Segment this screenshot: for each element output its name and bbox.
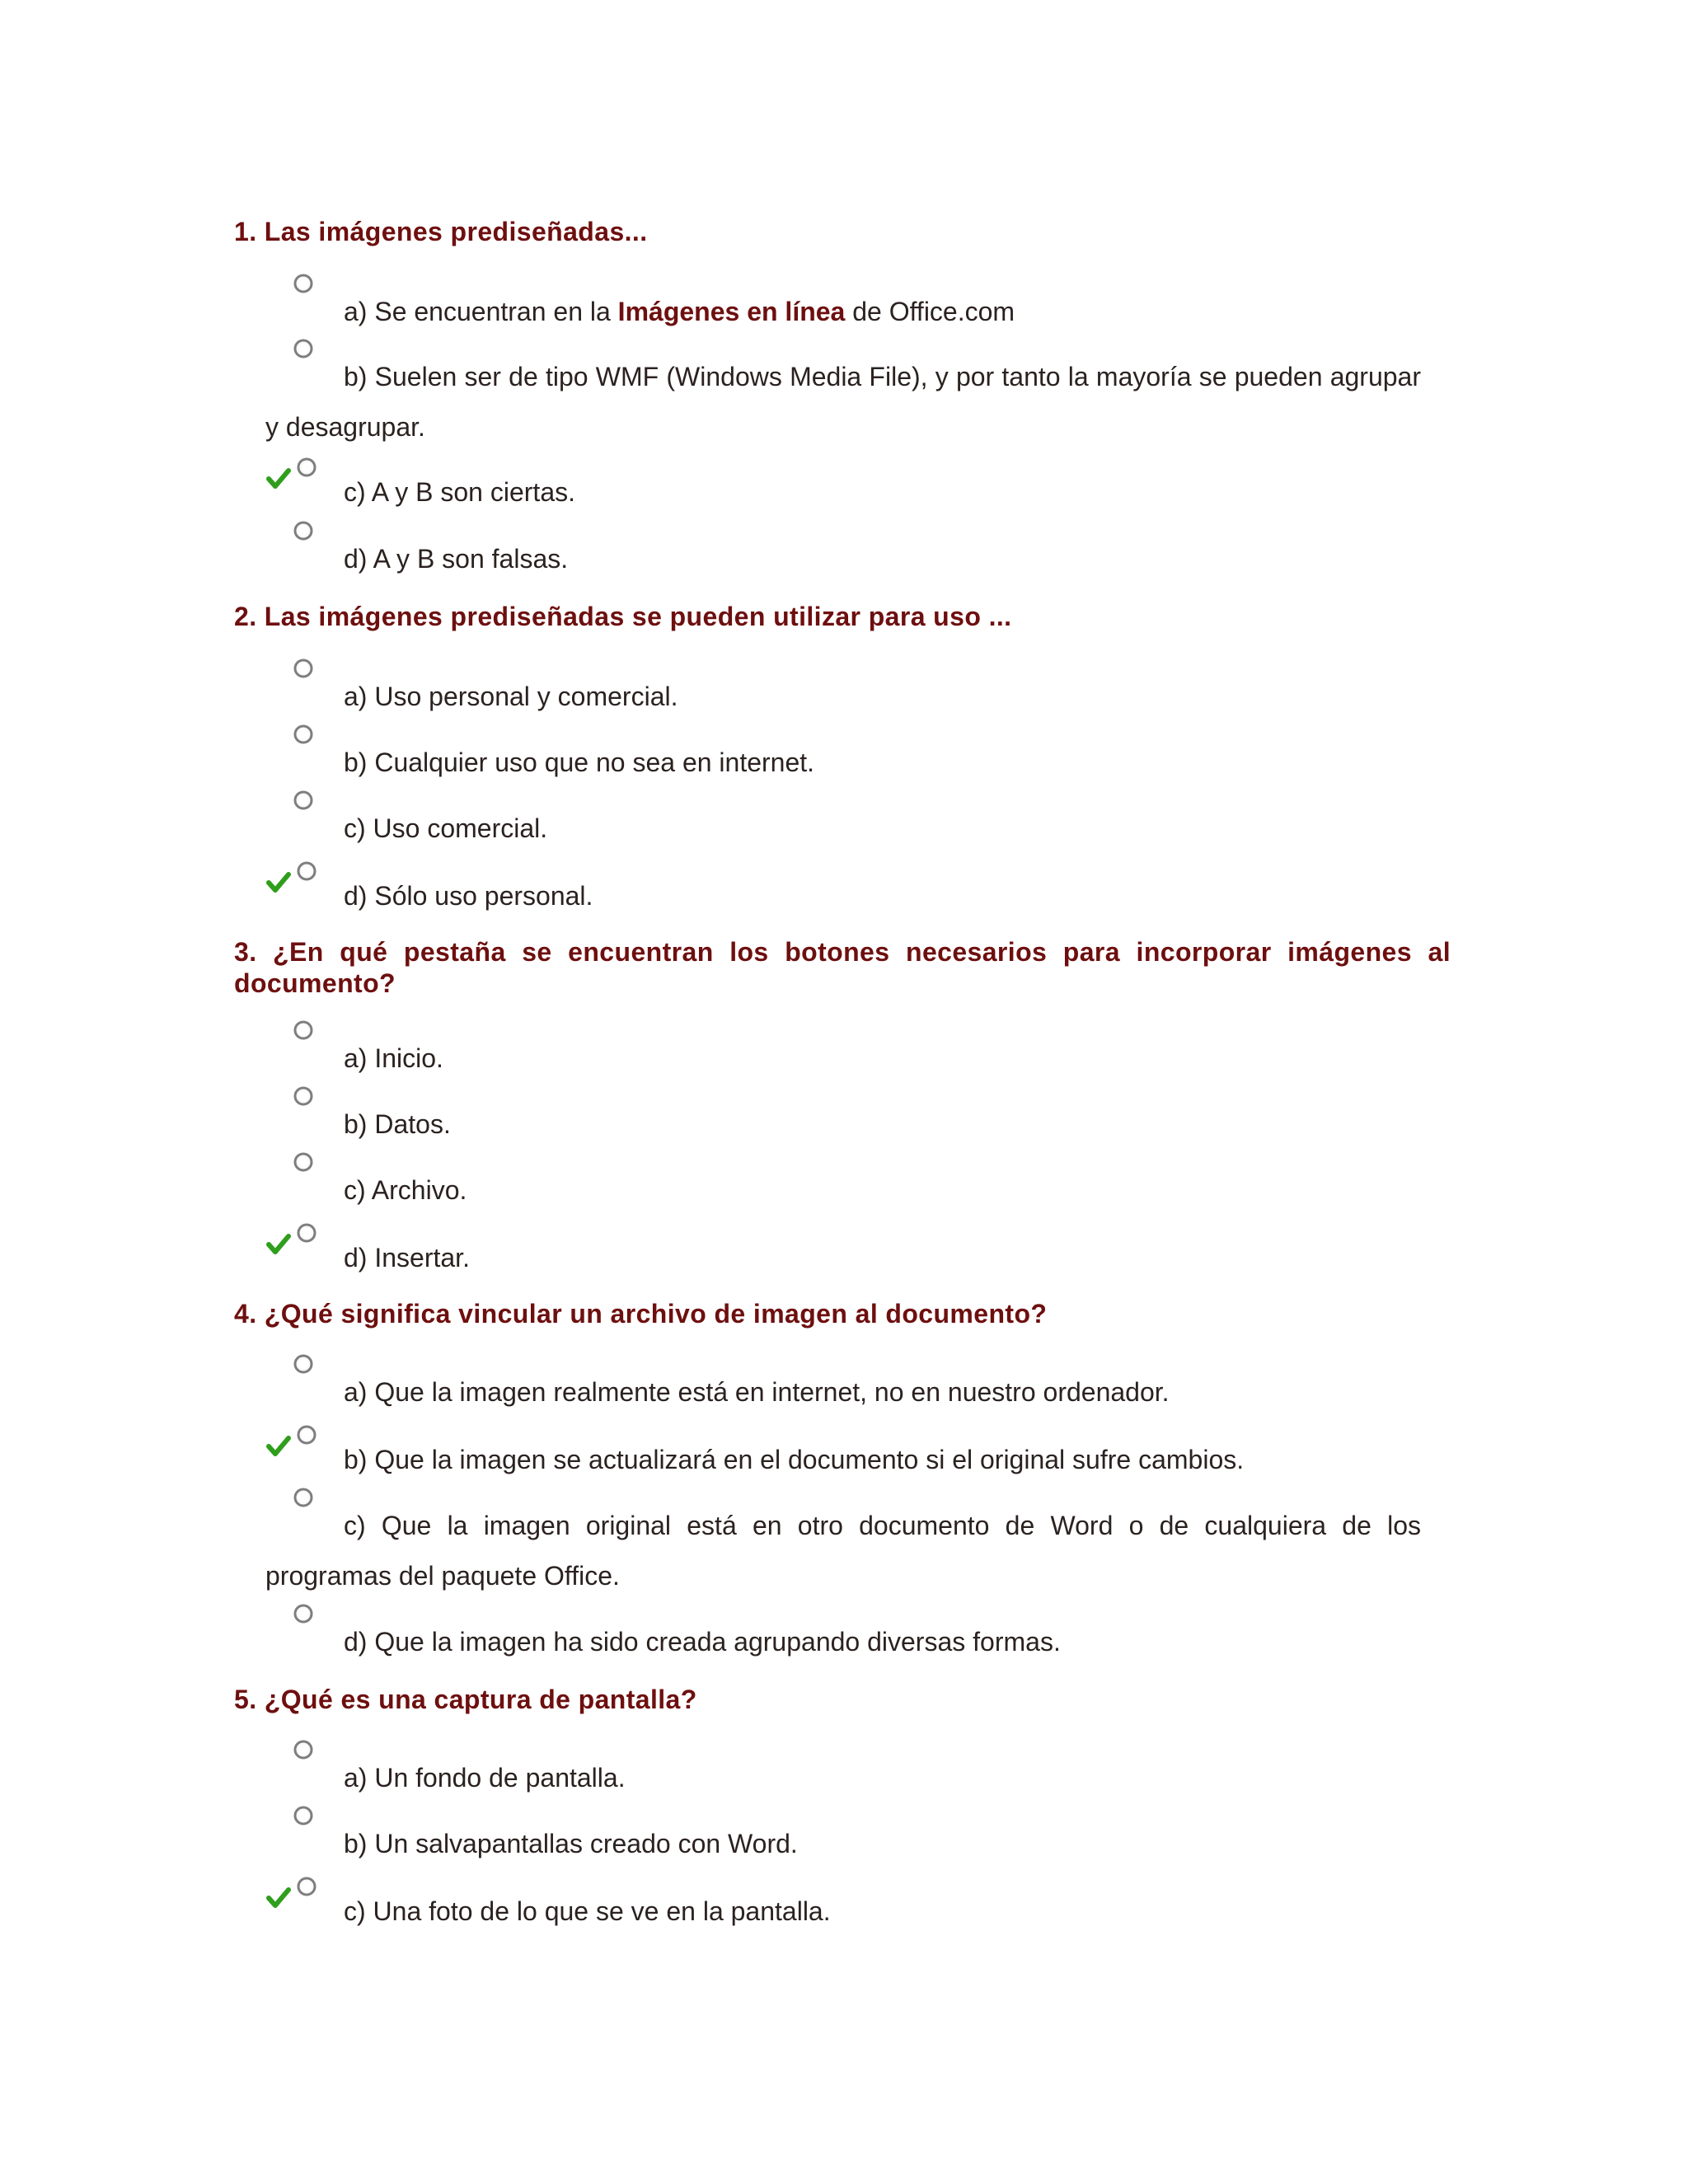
checkmark-icon bbox=[266, 1233, 291, 1256]
option-2d[interactable] bbox=[234, 871, 1451, 921]
question-title: 4. ¿Qué significa vincular un archivo de imagen al documento? bbox=[234, 1299, 1048, 1329]
radio-button-icon[interactable] bbox=[292, 1804, 315, 1827]
option-text-pre: a) Se encuentran en la bbox=[344, 297, 618, 326]
question-4 bbox=[234, 1298, 1451, 1667]
radio-button-icon[interactable] bbox=[295, 456, 318, 479]
option-text: d) A y B son falsas. bbox=[344, 544, 569, 574]
option-text: d) Sólo uso personal. bbox=[344, 881, 593, 911]
option-2b[interactable] bbox=[234, 738, 1451, 788]
radio-button-icon[interactable] bbox=[295, 1423, 318, 1446]
checkmark-icon bbox=[266, 467, 291, 490]
option-text: a) Uso personal y comercial. bbox=[344, 682, 678, 711]
option-text: b) Cualquier uso que no sea en internet. bbox=[344, 748, 815, 777]
option-text: a) Inicio. bbox=[344, 1043, 443, 1073]
question-5 bbox=[234, 1684, 1451, 1937]
option-5c[interactable] bbox=[234, 1886, 1451, 1937]
option-text: c) Que la imagen original está en otro documento de Word o de cualquiera de los programas del paquete Office. bbox=[265, 1511, 1421, 1591]
radio-button-icon[interactable] bbox=[295, 860, 318, 883]
radio-button-icon[interactable] bbox=[295, 1221, 318, 1244]
option-text: b) Datos. bbox=[344, 1109, 451, 1139]
question-2 bbox=[234, 601, 1451, 921]
option-4c[interactable] bbox=[234, 1501, 1451, 1601]
question-title: 1. Las imágenes prediseñadas... bbox=[234, 217, 648, 246]
radio-button-icon[interactable] bbox=[292, 1085, 315, 1108]
option-text: a) Que la imagen realmente está en internet, no en nuestro ordenador. bbox=[344, 1377, 1170, 1407]
checkmark-icon bbox=[266, 1435, 291, 1458]
checkmark-icon bbox=[266, 1886, 291, 1910]
option-text: c) Archivo. bbox=[344, 1175, 467, 1205]
question-title: 2. Las imágenes prediseñadas se pueden utilizar para uso ... bbox=[234, 602, 1012, 631]
question-3 bbox=[234, 936, 1451, 1283]
option-3b[interactable] bbox=[234, 1099, 1451, 1150]
radio-button-icon[interactable] bbox=[292, 789, 315, 812]
radio-button-icon[interactable] bbox=[292, 1151, 315, 1174]
option-text: b) Que la imagen se actualizará en el documento si el original sufre cambios. bbox=[344, 1445, 1245, 1474]
option-text: a) Un fondo de pantalla. bbox=[344, 1763, 626, 1793]
radio-button-icon[interactable] bbox=[292, 1738, 315, 1761]
option-3c[interactable] bbox=[234, 1165, 1451, 1216]
option-4d[interactable] bbox=[234, 1617, 1451, 1667]
radio-button-icon[interactable] bbox=[292, 723, 315, 746]
option-2a[interactable] bbox=[234, 672, 1451, 722]
option-1c[interactable] bbox=[234, 467, 1451, 518]
option-3a[interactable] bbox=[234, 1033, 1451, 1084]
radio-button-icon[interactable] bbox=[292, 519, 315, 542]
quiz bbox=[234, 216, 1451, 1937]
option-text-post: de Office.com bbox=[845, 297, 1015, 326]
option-text: c) Uso comercial. bbox=[344, 813, 548, 843]
radio-button-icon[interactable] bbox=[292, 1602, 315, 1625]
option-text: b) Un salvapantallas creado con Word. bbox=[344, 1829, 798, 1858]
radio-button-icon[interactable] bbox=[292, 337, 315, 360]
option-text: c) A y B son ciertas. bbox=[344, 477, 575, 507]
radio-button-icon[interactable] bbox=[292, 272, 315, 295]
option-1d[interactable] bbox=[234, 534, 1451, 584]
radio-button-icon[interactable] bbox=[292, 1352, 315, 1376]
option-1b[interactable] bbox=[234, 352, 1451, 452]
option-text: d) Que la imagen ha sido creada agrupando diversas formas. bbox=[344, 1627, 1061, 1657]
radio-button-icon[interactable] bbox=[292, 657, 315, 680]
option-5a[interactable] bbox=[234, 1753, 1451, 1803]
option-text: c) Una foto de lo que se ve en la pantalla. bbox=[344, 1896, 831, 1926]
question-title: 3. ¿En qué pestaña se encuentran los botones necesarios para incorporar imágenes al documento? bbox=[234, 937, 1451, 998]
question-title: 5. ¿Qué es una captura de pantalla? bbox=[234, 1685, 697, 1714]
option-4a[interactable] bbox=[234, 1367, 1451, 1418]
checkmark-icon bbox=[266, 871, 291, 894]
option-text: b) Suelen ser de tipo WMF (Windows Media File), y por tanto la mayoría se pueden agrupar y desagrupar. bbox=[265, 362, 1421, 442]
option-4b[interactable] bbox=[234, 1435, 1451, 1485]
radio-button-icon[interactable] bbox=[295, 1875, 318, 1898]
option-1a[interactable] bbox=[234, 287, 1451, 337]
option-text-bold: Imágenes en línea bbox=[617, 297, 846, 326]
option-5b[interactable] bbox=[234, 1819, 1451, 1869]
question-1 bbox=[234, 216, 1451, 584]
radio-button-icon[interactable] bbox=[292, 1486, 315, 1509]
option-text: d) Insertar. bbox=[344, 1243, 470, 1272]
option-2c[interactable] bbox=[234, 804, 1451, 854]
radio-button-icon[interactable] bbox=[292, 1019, 315, 1042]
option-3d[interactable] bbox=[234, 1233, 1451, 1283]
